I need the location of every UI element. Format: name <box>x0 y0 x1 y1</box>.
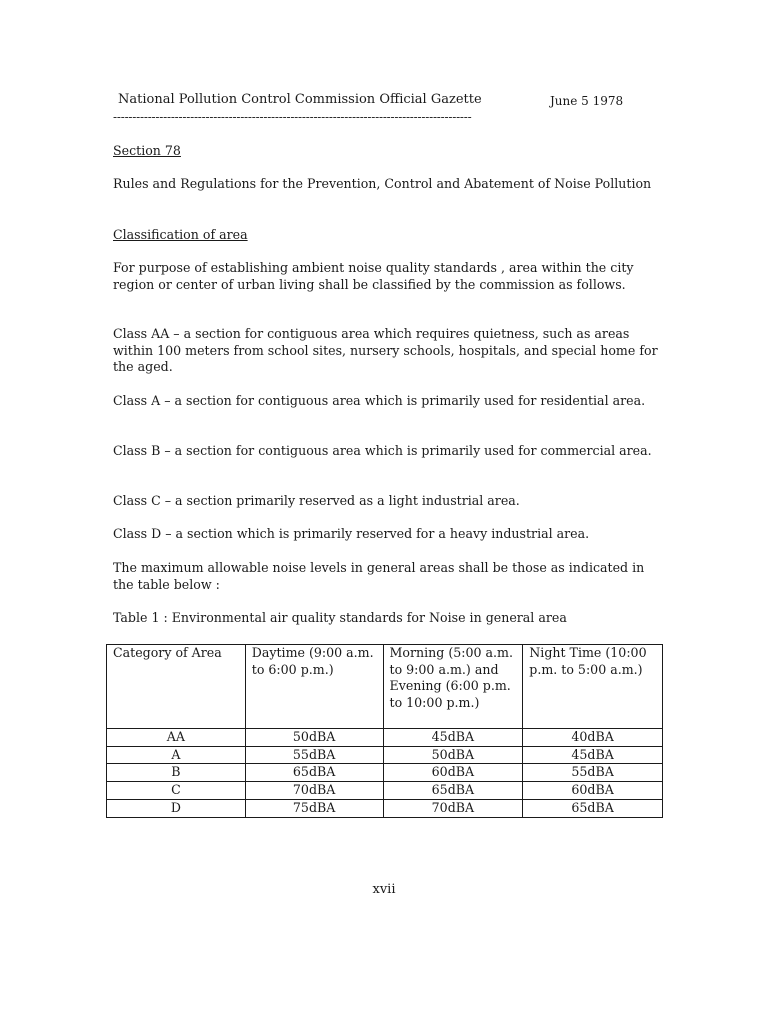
header-night-time: Night Time (10:00 p.m. to 5:00 a.m.) <box>523 645 663 729</box>
cell-daytime: 55dBA <box>245 746 383 764</box>
cell-night-time: 55dBA <box>523 764 663 782</box>
cell-night-time: 60dBA <box>523 782 663 800</box>
table-row <box>107 764 663 782</box>
cell-morning-evening: 45dBA <box>383 729 523 747</box>
header-daytime: Daytime (9:00 a.m. to 6:00 p.m.) <box>245 645 383 729</box>
cell-morning-evening: 70dBA <box>383 799 523 817</box>
gazette-title: National Pollution Control Commission Official Gazette <box>118 92 482 107</box>
cell-morning-evening: 50dBA <box>383 746 523 764</box>
document-title: Rules and Regulations for the Prevention, Control and Abatement of Noise Pollution <box>113 176 652 191</box>
header-category: Category of Area <box>107 645 246 729</box>
cell-daytime: 50dBA <box>245 729 383 747</box>
class-d-definition: Class D – a section which is primarily reserved for a heavy industrial area. <box>113 526 590 541</box>
table-header-row <box>107 645 663 729</box>
table-caption: Table 1 : Environmental air quality standards for Noise in general area <box>113 610 567 625</box>
header-divider: --------------------------------------------------------------------------------------------- <box>113 110 472 124</box>
noise-standards-table <box>106 644 663 818</box>
table-row <box>107 782 663 800</box>
cell-category: C <box>107 782 246 800</box>
cell-daytime: 75dBA <box>245 799 383 817</box>
cell-night-time: 45dBA <box>523 746 663 764</box>
purpose-paragraph: For purpose of establishing ambient noise quality standards , area within the city region or center of urban living shall be classified by the commission as follows. <box>113 260 634 292</box>
cell-category: A <box>107 746 246 764</box>
cell-category: D <box>107 799 246 817</box>
cell-category: AA <box>107 729 246 747</box>
cell-daytime: 65dBA <box>245 764 383 782</box>
table-row <box>107 729 663 747</box>
class-c-definition: Class C – a section primarily reserved as a light industrial area. <box>113 493 520 508</box>
cell-morning-evening: 60dBA <box>383 764 523 782</box>
section-number: Section 78 <box>113 143 181 158</box>
page-number: xvii <box>372 882 396 897</box>
header-morning-evening: Morning (5:00 a.m. to 9:00 a.m.) and Evening (6:00 p.m. to 10:00 p.m.) <box>383 645 523 729</box>
class-a-definition: Class A – a section for contiguous area which is primarily used for residential area. <box>113 393 646 408</box>
cell-morning-evening: 65dBA <box>383 782 523 800</box>
class-aa-definition: Class AA – a section for contiguous area which requires quietness, such as areas within 100 meters from school sites, nursery schools, hospitals, and special home for the aged. <box>113 326 658 375</box>
table-row <box>107 799 663 817</box>
gazette-date: June 5 1978 <box>550 94 624 108</box>
cell-daytime: 70dBA <box>245 782 383 800</box>
cell-night-time: 65dBA <box>523 799 663 817</box>
max-levels-paragraph: The maximum allowable noise levels in general areas shall be those as indicated in the table below : <box>113 560 645 592</box>
classification-heading: Classification of area <box>113 227 248 242</box>
cell-night-time: 40dBA <box>523 729 663 747</box>
class-b-definition: Class B – a section for contiguous area which is primarily used for commercial area. <box>113 443 652 458</box>
table-row <box>107 746 663 764</box>
cell-category: B <box>107 764 246 782</box>
